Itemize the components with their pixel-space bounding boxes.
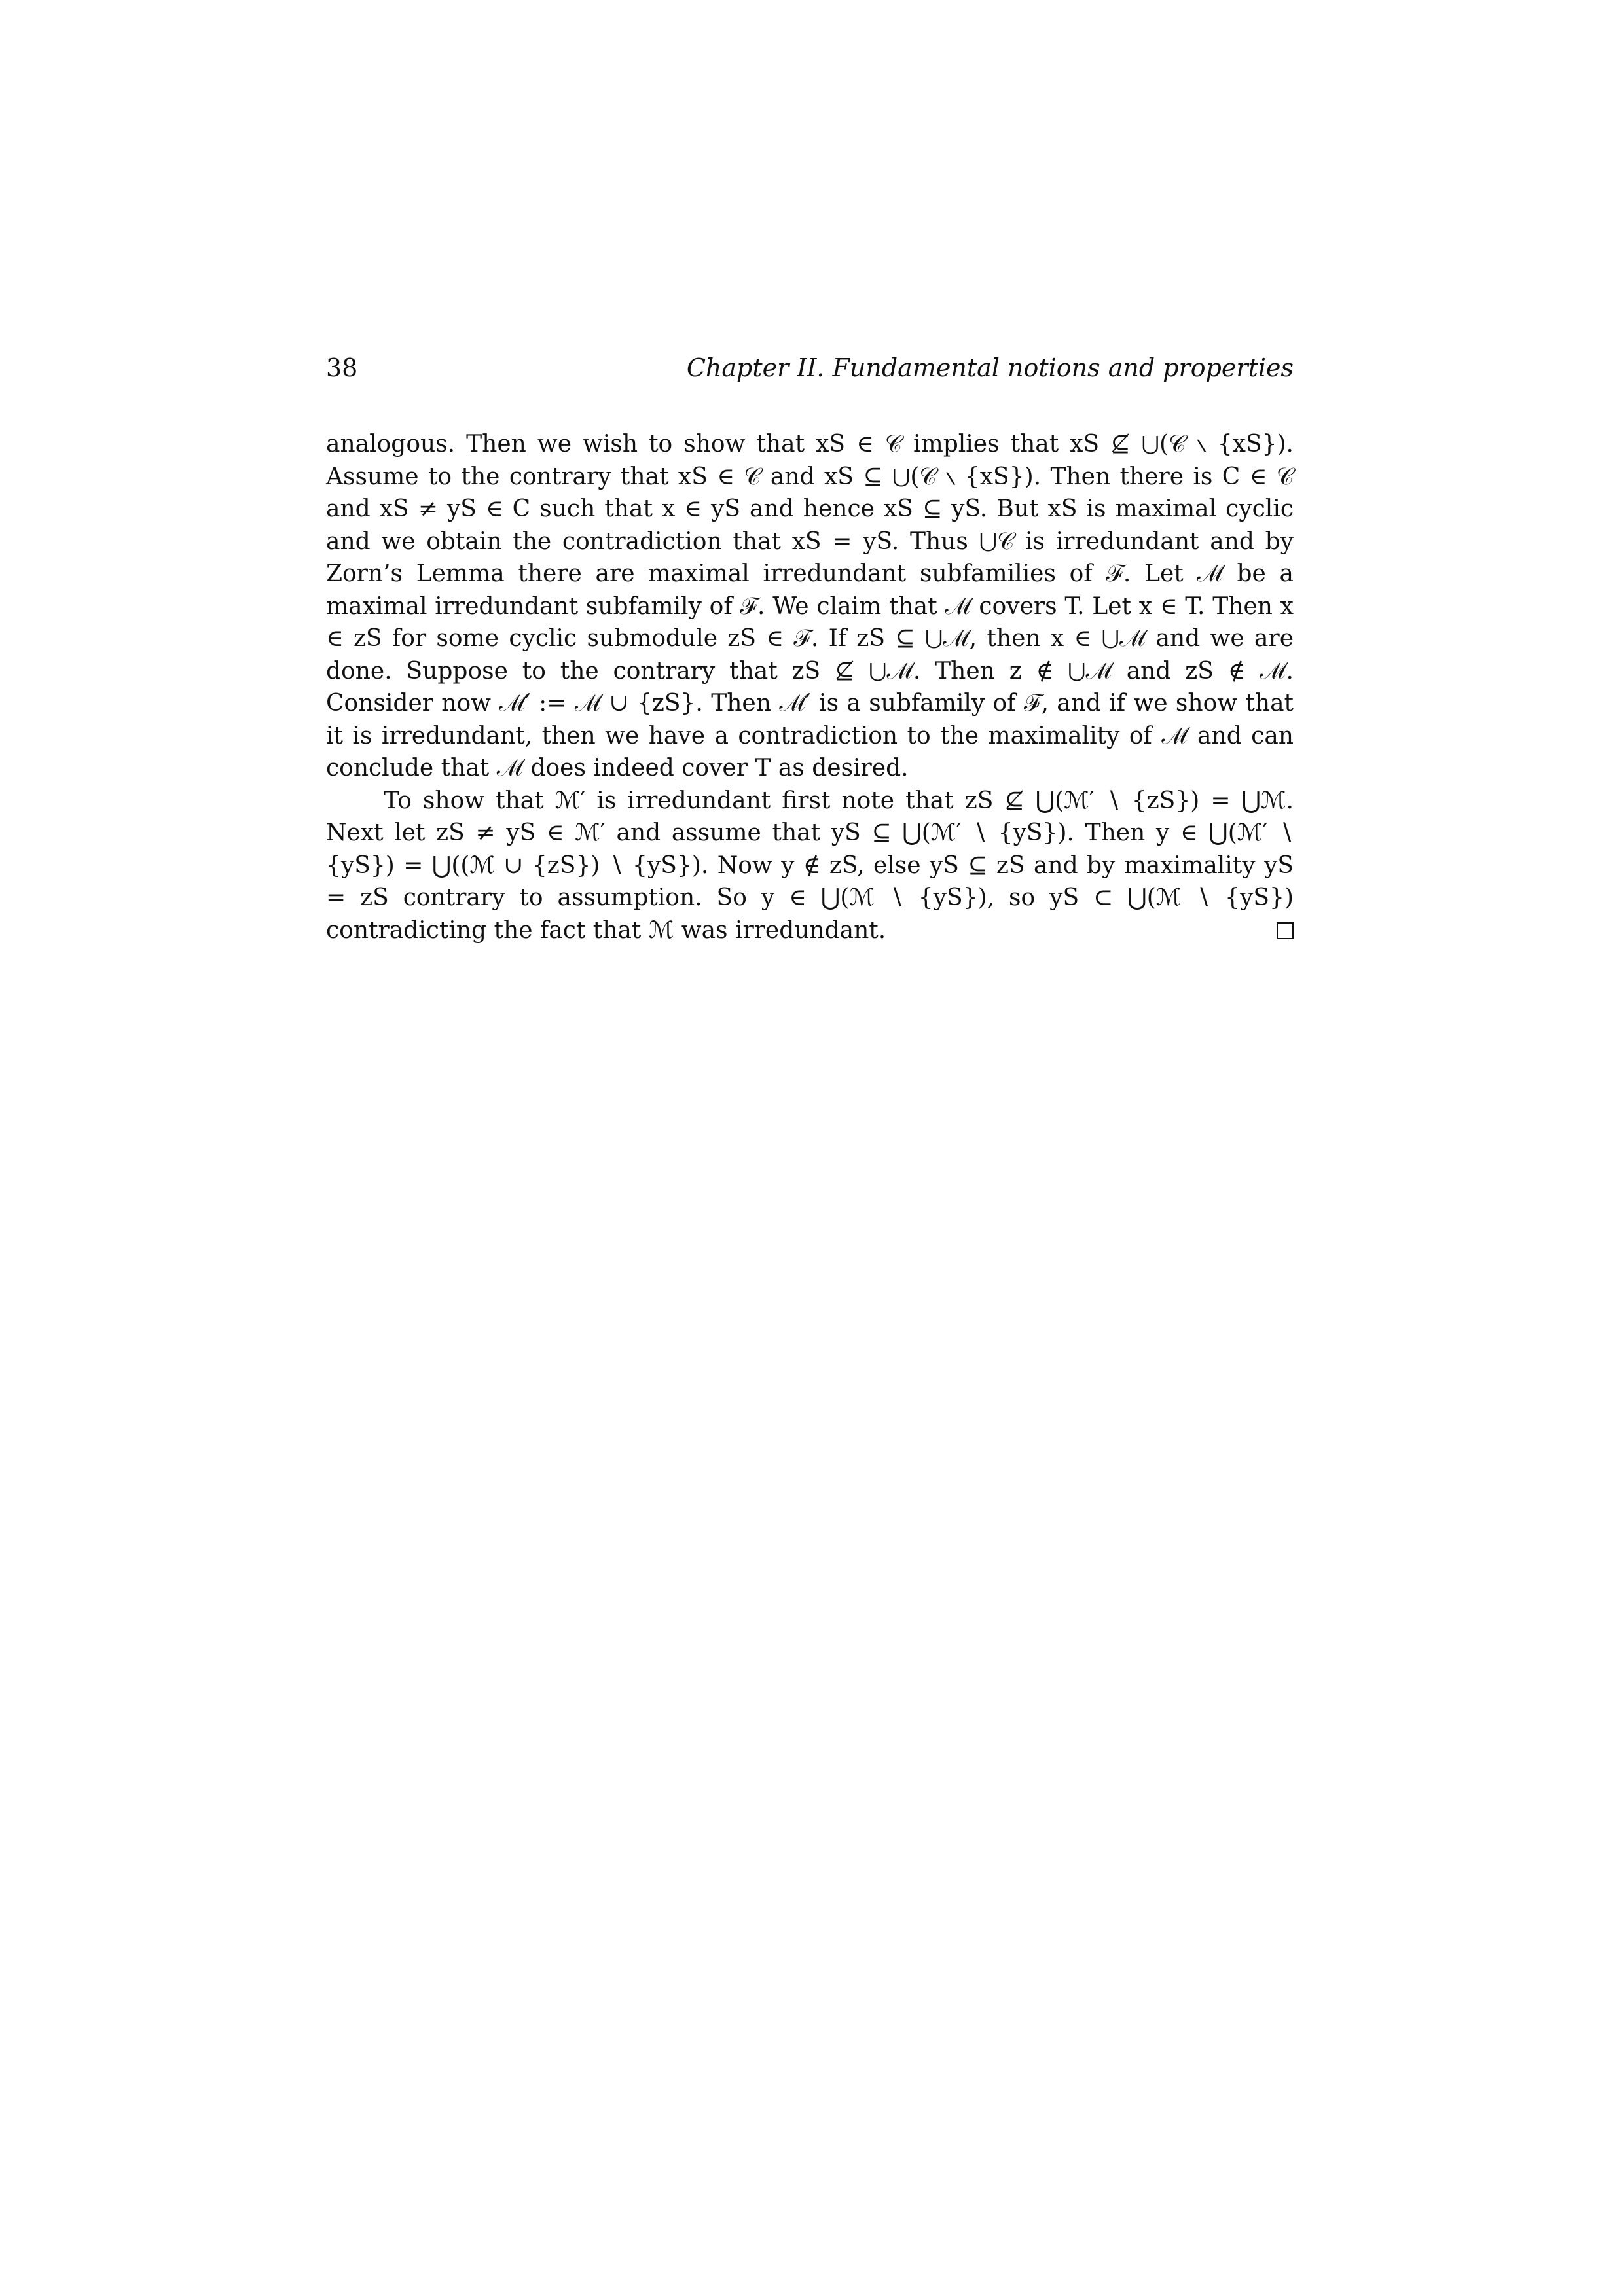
paragraph: analogous. Then we wish to show that xS ∈ 𝒞 implies that xS ⊈ ⋃(𝒞 ∖ {xS}). Assume to the contrary that xS ∈ 𝒞 and xS ⊆ ⋃(𝒞 ∖ {xS}). Then there is C ∈ 𝒞 and xS ≠ yS ∈ C such that x ∈ yS and hence xS ⊆ yS. But xS is maximal cyclic and we obtain the contradiction that xS = yS. Thus ⋃𝒞 is irredundant and by Zorn’s Lemma there are maximal irredundant subfamilies of ℱ. Let ℳ be a maximal irredundant subfamily of ℱ. We claim that ℳ covers T. Let x ∈ T. Then x ∈ zS for some cyclic submodule zS ∈ ℱ. If zS ⊆ ⋃ℳ, then x ∈ ⋃ℳ and we are done. Suppose to the contrary that zS ⊈ ⋃ℳ. Then z ∉ ⋃ℳ and zS ∉ ℳ. Consider now ℳ′ := ℳ ∪ {zS}. Then ℳ′ is a subfamily of ℱ, and if we show that it is irredundant, then we have a contradiction to the maximality of ℳ and can conclude that ℳ does indeed cover T as desired. [326, 431, 1294, 781]
running-head [326, 348, 1294, 387]
chapter-title: Chapter II. Fundamental notions and properties [686, 353, 1294, 382]
paragraph-text: To show that ℳ′ is irredundant first note that zS ⊈ ⋃(ℳ′ ∖ {zS}) = ⋃ℳ. Next let zS ≠ yS ∈ ℳ′ and assume that yS ⊆ ⋃(ℳ′ ∖ {yS}). Then y ∈ ⋃(ℳ′ ∖ {yS}) = ⋃((ℳ ∪ {zS}) ∖ {yS}). Now y ∉ zS, else yS ⊆ zS and by maximality yS = zS contrary to assumption. So y ∈ ⋃(ℳ ∖ {yS}), so yS ⊂ ⋃(ℳ ∖ {yS}) contradicting the fact that ℳ was irredundant. [326, 787, 1294, 944]
page-number: 38 [326, 353, 358, 382]
body-text [326, 428, 1294, 946]
paragraph [326, 785, 1294, 947]
qed-box-icon [1277, 922, 1294, 939]
